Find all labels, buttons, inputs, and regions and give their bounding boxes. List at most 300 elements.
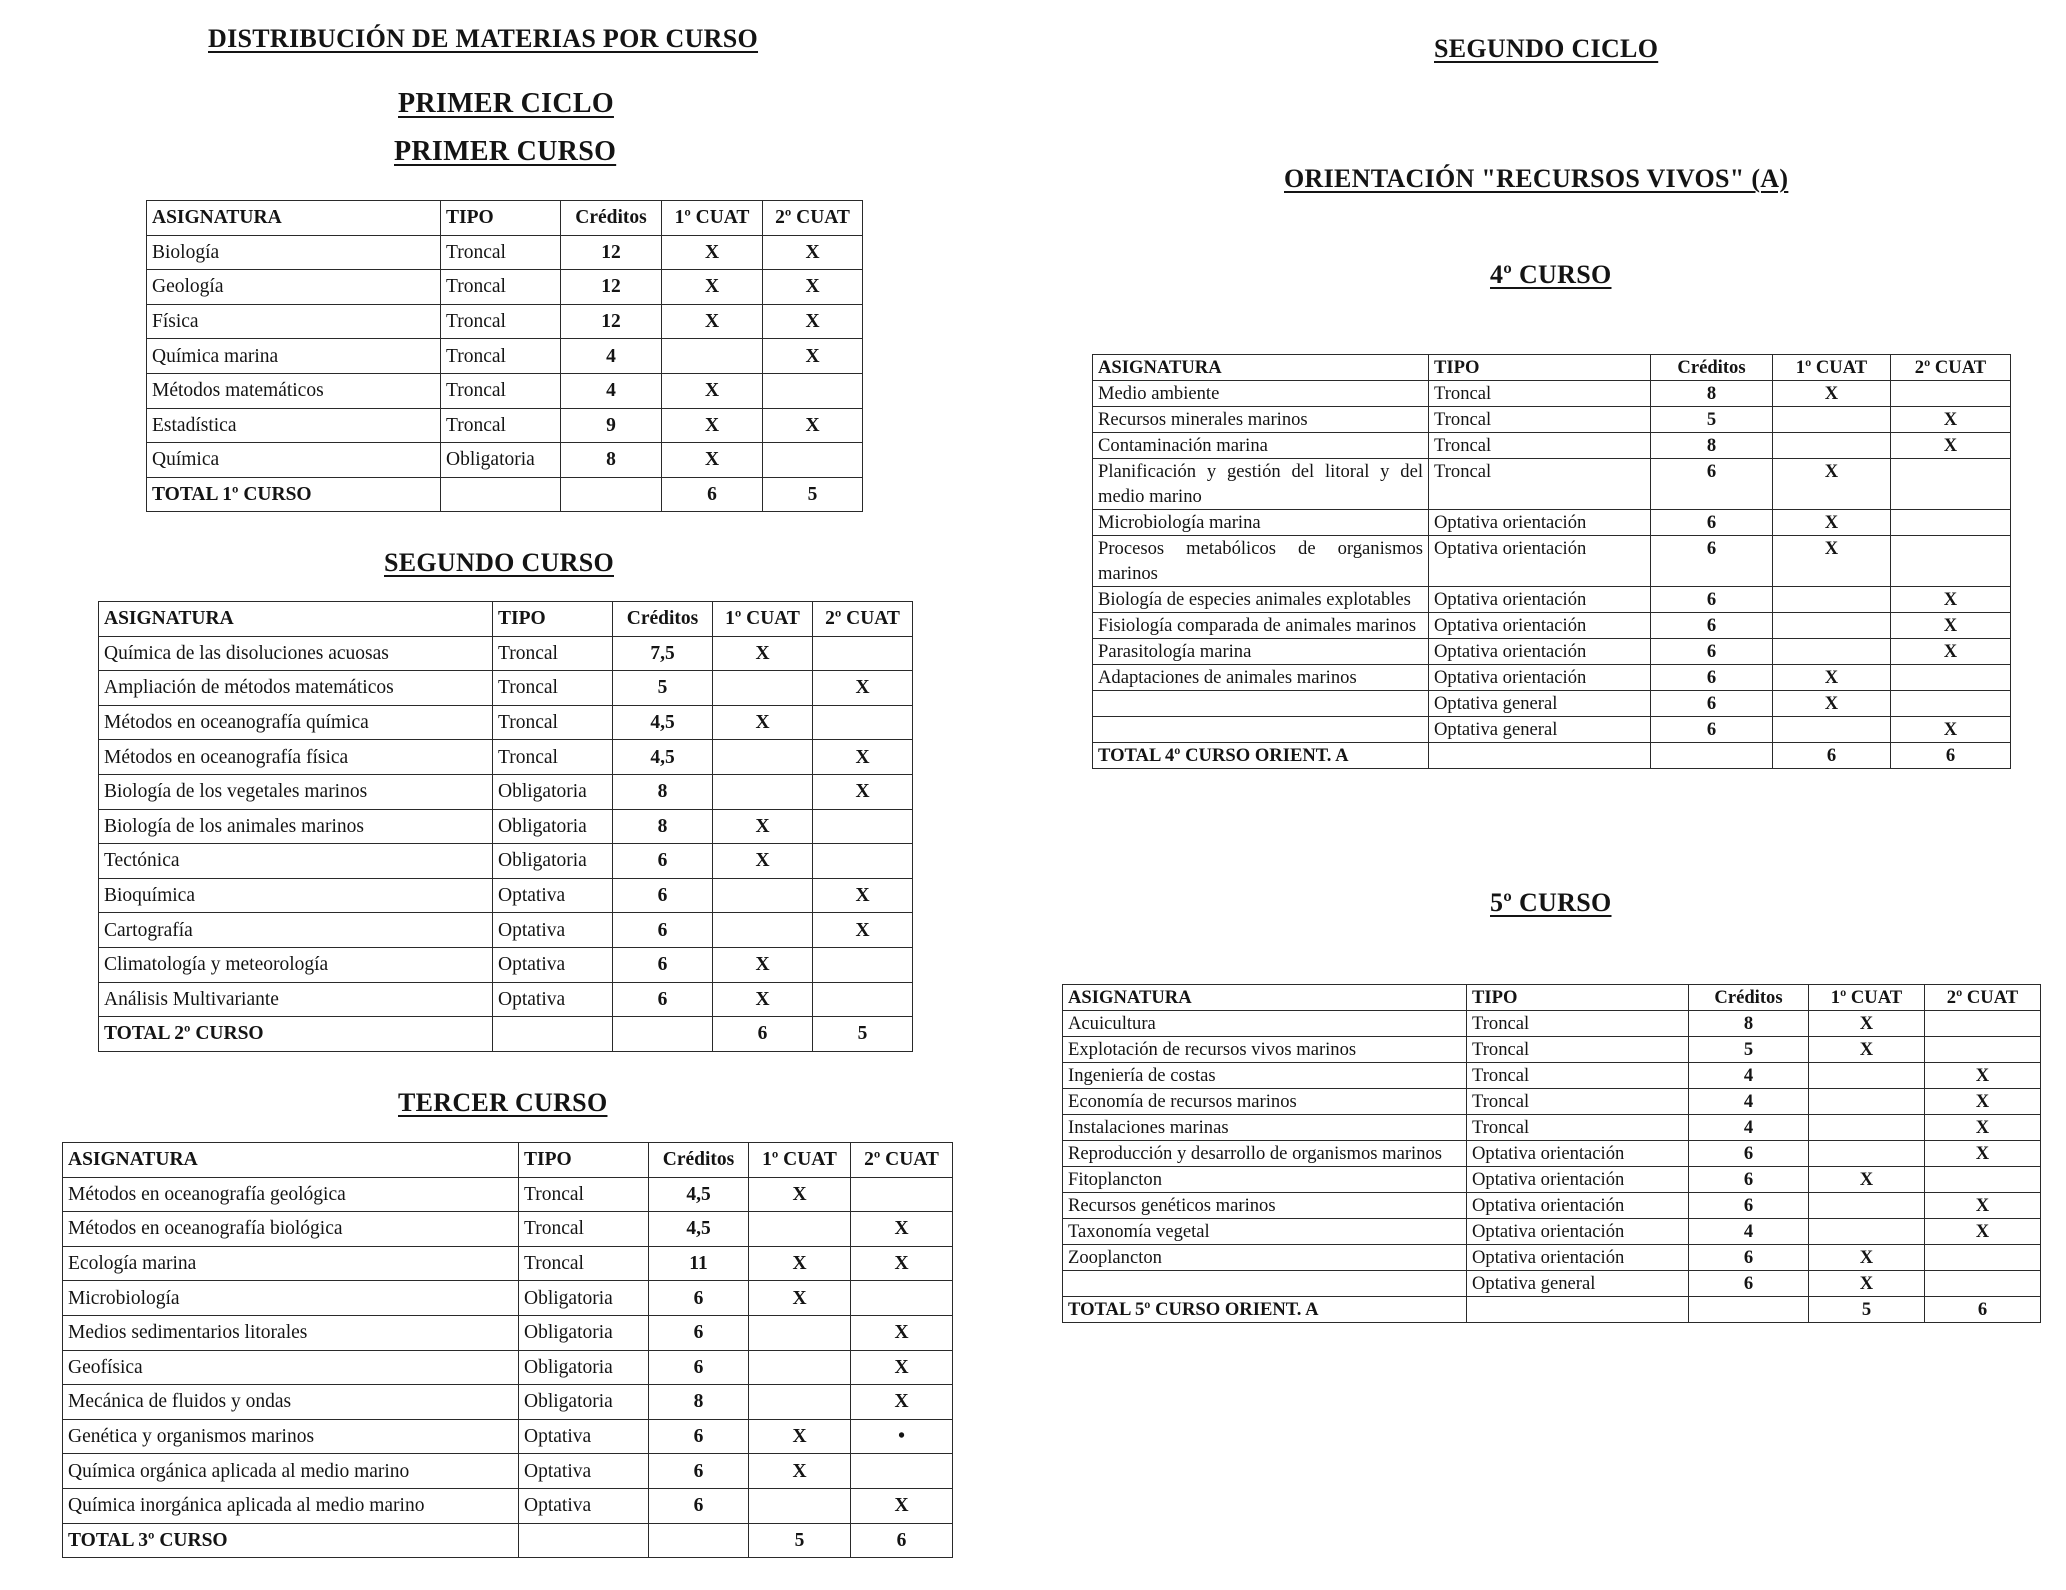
tipo-cell: Obligatoria <box>519 1385 649 1420</box>
table-row <box>1063 1037 2041 1063</box>
total-cuat1: 6 <box>1773 743 1891 769</box>
total-label: TOTAL 5º CURSO ORIENT. A <box>1063 1297 1467 1323</box>
cuat2-mark <box>813 705 913 740</box>
total-cuat2: 6 <box>1925 1297 2041 1323</box>
cuat1-mark: X <box>1809 1037 1925 1063</box>
table-row <box>63 1350 953 1385</box>
asignatura-cell: Fisiología comparada de animales marinos <box>1093 613 1429 639</box>
asignatura-cell: Medios sedimentarios litorales <box>63 1315 519 1350</box>
total-row <box>63 1523 953 1558</box>
cuat1-mark <box>1809 1141 1925 1167</box>
table-row <box>1093 381 2011 407</box>
table-row <box>1063 1089 2041 1115</box>
tipo-cell: Optativa <box>493 982 613 1017</box>
creditos-cell: 6 <box>613 913 713 948</box>
creditos-cell: 4,5 <box>613 705 713 740</box>
segundo-curso-table <box>98 601 913 1052</box>
empty-cell <box>613 1017 713 1052</box>
table-row <box>1063 1167 2041 1193</box>
table-row <box>1093 407 2011 433</box>
creditos-cell: 6 <box>1651 587 1773 613</box>
cuat1-mark <box>1773 613 1891 639</box>
cuat2-mark: X <box>1891 717 2011 743</box>
creditos-cell: 4 <box>561 339 662 374</box>
col-cuat2-header: 2º CUAT <box>1891 355 2011 381</box>
total-row <box>1063 1297 2041 1323</box>
total-label: TOTAL 4º CURSO ORIENT. A <box>1093 743 1429 769</box>
total-label: TOTAL 1º CURSO <box>147 477 441 512</box>
creditos-cell: 6 <box>613 982 713 1017</box>
table-row <box>1063 1271 2041 1297</box>
table-row <box>147 235 863 270</box>
header-row <box>147 201 863 236</box>
cuat1-mark: X <box>713 982 813 1017</box>
cuat1-mark <box>1773 587 1891 613</box>
cuat2-mark: X <box>813 774 913 809</box>
total-cuat1: 6 <box>713 1017 813 1052</box>
tipo-cell: Optativa general <box>1429 691 1651 717</box>
asignatura-cell: Biología de los vegetales marinos <box>99 774 493 809</box>
cuat2-mark: X <box>1925 1063 2041 1089</box>
table-row <box>99 705 913 740</box>
asignatura-cell: Instalaciones marinas <box>1063 1115 1467 1141</box>
empty-cell <box>561 477 662 512</box>
tipo-cell: Obligatoria <box>519 1350 649 1385</box>
empty-cell <box>649 1523 749 1558</box>
asignatura-cell: Métodos en oceanografía geológica <box>63 1177 519 1212</box>
tipo-cell: Troncal <box>441 235 561 270</box>
creditos-cell: 6 <box>649 1350 749 1385</box>
total-label: TOTAL 3º CURSO <box>63 1523 519 1558</box>
table-row <box>1093 639 2011 665</box>
tipo-cell: Troncal <box>441 373 561 408</box>
creditos-cell: 12 <box>561 270 662 305</box>
total-row <box>147 477 863 512</box>
tipo-cell: Troncal <box>1467 1115 1689 1141</box>
table-row <box>1063 1063 2041 1089</box>
cuat1-mark <box>713 774 813 809</box>
asignatura-cell: Taxonomía vegetal <box>1063 1219 1467 1245</box>
cuat2-mark: X <box>763 235 863 270</box>
cuat2-mark: X <box>763 304 863 339</box>
header-row <box>99 602 913 637</box>
cuat1-mark <box>749 1350 851 1385</box>
cuat2-mark <box>1925 1245 2041 1271</box>
asignatura-cell: Acuicultura <box>1063 1011 1467 1037</box>
cuat1-mark <box>1809 1219 1925 1245</box>
cuat2-mark: X <box>1925 1193 2041 1219</box>
asignatura-cell: Medio ambiente <box>1093 381 1429 407</box>
asignatura-cell: Química marina <box>147 339 441 374</box>
table-row <box>99 671 913 706</box>
creditos-cell: 6 <box>1689 1271 1809 1297</box>
table-row <box>147 270 863 305</box>
tipo-cell: Obligatoria <box>493 809 613 844</box>
cuat2-mark <box>1891 510 2011 536</box>
asignatura-cell: Bioquímica <box>99 878 493 913</box>
creditos-cell: 6 <box>649 1488 749 1523</box>
cuat2-mark: X <box>1925 1219 2041 1245</box>
tipo-cell: Optativa <box>493 947 613 982</box>
col-creditos-header: Créditos <box>1651 355 1773 381</box>
segundo-ciclo-heading: SEGUNDO CICLO <box>1434 34 1659 63</box>
creditos-cell: 6 <box>649 1281 749 1316</box>
asignatura-cell: Reproducción y desarrollo de organismos marinos <box>1063 1141 1467 1167</box>
orientacion-heading: ORIENTACIÓN "RECURSOS VIVOS" (A) <box>1284 164 1789 193</box>
asignatura-cell: Biología de especies animales explotables <box>1093 587 1429 613</box>
creditos-cell: 6 <box>613 844 713 879</box>
total-row <box>1093 743 2011 769</box>
cuat1-mark: X <box>713 636 813 671</box>
header-row <box>1063 985 2041 1011</box>
cuat1-mark <box>749 1212 851 1247</box>
creditos-cell: 6 <box>1651 459 1773 510</box>
cuat1-mark <box>1773 433 1891 459</box>
col-tipo-header: TIPO <box>519 1143 649 1178</box>
col-creditos-header: Créditos <box>1689 985 1809 1011</box>
asignatura-cell: Química orgánica aplicada al medio marino <box>63 1454 519 1489</box>
table-row <box>63 1488 953 1523</box>
tipo-cell: Troncal <box>1467 1011 1689 1037</box>
creditos-cell: 4 <box>1689 1089 1809 1115</box>
cuat1-mark <box>713 740 813 775</box>
tipo-cell: Optativa <box>519 1454 649 1489</box>
cuat2-mark <box>813 947 913 982</box>
table-row <box>1093 459 2011 510</box>
tipo-cell: Optativa general <box>1467 1271 1689 1297</box>
table-row <box>99 774 913 809</box>
creditos-cell: 8 <box>1651 381 1773 407</box>
tipo-cell: Optativa <box>493 913 613 948</box>
asignatura-cell <box>1093 691 1429 717</box>
tipo-cell: Optativa orientación <box>1467 1167 1689 1193</box>
tipo-cell: Troncal <box>493 636 613 671</box>
tipo-cell: Optativa orientación <box>1467 1245 1689 1271</box>
cuat1-mark <box>713 671 813 706</box>
empty-cell <box>1467 1297 1689 1323</box>
cuat2-mark: X <box>851 1488 953 1523</box>
table-row <box>1063 1011 2041 1037</box>
table-row <box>63 1454 953 1489</box>
table-row <box>1093 587 2011 613</box>
col-creditos-header: Créditos <box>561 201 662 236</box>
asignatura-cell: Geofísica <box>63 1350 519 1385</box>
cuat1-mark: X <box>662 304 763 339</box>
total-cuat1: 6 <box>662 477 763 512</box>
table-row <box>1063 1219 2041 1245</box>
asignatura-cell: Microbiología marina <box>1093 510 1429 536</box>
cuat2-mark <box>1925 1271 2041 1297</box>
asignatura-cell <box>1093 717 1429 743</box>
col-cuat1-header: 1º CUAT <box>713 602 813 637</box>
asignatura-cell: Planificación y gestión del litoral y del medio marino <box>1093 459 1429 510</box>
table-row <box>63 1177 953 1212</box>
tipo-cell: Optativa general <box>1429 717 1651 743</box>
cuat2-mark: X <box>1891 433 2011 459</box>
asignatura-cell <box>1063 1271 1467 1297</box>
col-tipo-header: TIPO <box>493 602 613 637</box>
tipo-cell: Optativa orientación <box>1467 1141 1689 1167</box>
asignatura-cell: Economía de recursos marinos <box>1063 1089 1467 1115</box>
cuat1-mark: X <box>713 844 813 879</box>
tipo-cell: Obligatoria <box>441 443 561 478</box>
cuat2-mark: X <box>1891 639 2011 665</box>
table-row <box>147 408 863 443</box>
total-cuat1: 5 <box>749 1523 851 1558</box>
creditos-cell: 7,5 <box>613 636 713 671</box>
quinto-curso-table <box>1062 984 2041 1323</box>
col-tipo-header: TIPO <box>441 201 561 236</box>
creditos-cell: 8 <box>613 774 713 809</box>
cuat2-mark: X <box>763 339 863 374</box>
cuat2-mark: X <box>1891 407 2011 433</box>
tipo-cell: Troncal <box>519 1212 649 1247</box>
cuat2-mark <box>1925 1167 2041 1193</box>
tipo-cell: Optativa <box>519 1419 649 1454</box>
asignatura-cell: Ampliación de métodos matemáticos <box>99 671 493 706</box>
creditos-cell: 6 <box>1651 536 1773 587</box>
cuat1-mark: X <box>1809 1271 1925 1297</box>
asignatura-cell: Física <box>147 304 441 339</box>
asignatura-cell: Ecología marina <box>63 1246 519 1281</box>
creditos-cell: 4 <box>1689 1115 1809 1141</box>
cuat2-mark <box>1891 665 2011 691</box>
creditos-cell: 6 <box>613 878 713 913</box>
table-row <box>1093 665 2011 691</box>
asignatura-cell: Recursos minerales marinos <box>1093 407 1429 433</box>
table-row <box>1093 433 2011 459</box>
col-cuat2-header: 2º CUAT <box>813 602 913 637</box>
cuat1-mark <box>1809 1089 1925 1115</box>
quinto-curso-heading: 5º CURSO <box>1490 888 1612 917</box>
asignatura-cell: Geología <box>147 270 441 305</box>
asignatura-cell: Fitoplancton <box>1063 1167 1467 1193</box>
tipo-cell: Troncal <box>1467 1037 1689 1063</box>
cuat1-mark: X <box>1773 665 1891 691</box>
tipo-cell: Obligatoria <box>493 774 613 809</box>
table-row <box>147 373 863 408</box>
creditos-cell: 8 <box>561 443 662 478</box>
creditos-cell: 8 <box>613 809 713 844</box>
col-asignatura-header: ASIGNATURA <box>1063 985 1467 1011</box>
cuat1-mark <box>713 878 813 913</box>
cuat1-mark <box>749 1488 851 1523</box>
cuat1-mark: X <box>1773 381 1891 407</box>
asignatura-cell: Tectónica <box>99 844 493 879</box>
cuat1-mark: X <box>1773 691 1891 717</box>
creditos-cell: 6 <box>649 1454 749 1489</box>
total-cuat2: 6 <box>851 1523 953 1558</box>
table-row <box>99 740 913 775</box>
table-row <box>63 1246 953 1281</box>
table-row <box>1063 1245 2041 1271</box>
cuarto-curso-table <box>1092 354 2011 769</box>
asignatura-cell: Explotación de recursos vivos marinos <box>1063 1037 1467 1063</box>
tipo-cell: Troncal <box>1429 381 1651 407</box>
creditos-cell: 6 <box>1689 1193 1809 1219</box>
cuat1-mark <box>1809 1115 1925 1141</box>
cuat1-mark: X <box>749 1281 851 1316</box>
cuat2-mark: X <box>813 878 913 913</box>
table-row <box>147 304 863 339</box>
cuat1-mark: X <box>1773 510 1891 536</box>
creditos-cell: 6 <box>1689 1245 1809 1271</box>
tipo-cell: Troncal <box>441 408 561 443</box>
table-row <box>99 844 913 879</box>
col-tipo-header: TIPO <box>1467 985 1689 1011</box>
empty-cell <box>441 477 561 512</box>
cuat2-mark: X <box>1925 1089 2041 1115</box>
tipo-cell: Optativa orientación <box>1467 1219 1689 1245</box>
table-row <box>1093 613 2011 639</box>
asignatura-cell: Química de las disoluciones acuosas <box>99 636 493 671</box>
creditos-cell: 6 <box>1651 665 1773 691</box>
cuat1-mark: X <box>662 270 763 305</box>
creditos-cell: 8 <box>1651 433 1773 459</box>
asignatura-cell: Contaminación marina <box>1093 433 1429 459</box>
cuat1-mark: X <box>662 443 763 478</box>
creditos-cell: 9 <box>561 408 662 443</box>
cuat1-mark <box>1809 1063 1925 1089</box>
total-cuat1: 5 <box>1809 1297 1925 1323</box>
cuat2-mark <box>1891 459 2011 510</box>
table-row <box>1093 717 2011 743</box>
asignatura-cell: Procesos metabólicos de organismos marinos <box>1093 536 1429 587</box>
cuat2-mark: X <box>851 1315 953 1350</box>
table-row <box>147 339 863 374</box>
tipo-cell: Troncal <box>493 671 613 706</box>
tipo-cell: Troncal <box>441 270 561 305</box>
creditos-cell: 6 <box>1651 691 1773 717</box>
header-row <box>1093 355 2011 381</box>
col-cuat2-header: 2º CUAT <box>851 1143 953 1178</box>
primer-curso-table <box>146 200 863 512</box>
primer-ciclo-heading: PRIMER CICLO <box>398 88 614 119</box>
tipo-cell: Obligatoria <box>493 844 613 879</box>
total-cuat2: 6 <box>1891 743 2011 769</box>
asignatura-cell: Ingeniería de costas <box>1063 1063 1467 1089</box>
segundo-curso-heading: SEGUNDO CURSO <box>384 548 614 577</box>
cuat2-mark: • <box>851 1419 953 1454</box>
cuat1-mark: X <box>662 235 763 270</box>
cuat1-mark: X <box>749 1246 851 1281</box>
col-asignatura-header: ASIGNATURA <box>1093 355 1429 381</box>
tipo-cell: Optativa <box>519 1488 649 1523</box>
cuat1-mark <box>662 339 763 374</box>
asignatura-cell: Biología <box>147 235 441 270</box>
col-asignatura-header: ASIGNATURA <box>63 1143 519 1178</box>
asignatura-cell: Estadística <box>147 408 441 443</box>
asignatura-cell: Microbiología <box>63 1281 519 1316</box>
asignatura-cell: Métodos matemáticos <box>147 373 441 408</box>
tipo-cell: Optativa orientación <box>1429 536 1651 587</box>
table-row <box>63 1419 953 1454</box>
creditos-cell: 6 <box>649 1315 749 1350</box>
cuat2-mark: X <box>763 408 863 443</box>
cuat1-mark: X <box>749 1419 851 1454</box>
creditos-cell: 4,5 <box>613 740 713 775</box>
table-row <box>99 809 913 844</box>
main-title: DISTRIBUCIÓN DE MATERIAS POR CURSO <box>208 24 759 53</box>
tipo-cell: Troncal <box>493 740 613 775</box>
tipo-cell: Optativa orientación <box>1429 665 1651 691</box>
col-cuat1-header: 1º CUAT <box>749 1143 851 1178</box>
cuat1-mark <box>1809 1193 1925 1219</box>
total-row <box>99 1017 913 1052</box>
cuat2-mark <box>851 1281 953 1316</box>
cuat1-mark: X <box>1809 1167 1925 1193</box>
cuat2-mark <box>813 809 913 844</box>
tipo-cell: Optativa orientación <box>1467 1193 1689 1219</box>
tipo-cell: Troncal <box>1429 459 1651 510</box>
tipo-cell: Troncal <box>519 1246 649 1281</box>
cuat1-mark: X <box>1773 536 1891 587</box>
col-cuat1-header: 1º CUAT <box>1773 355 1891 381</box>
cuat2-mark: X <box>851 1385 953 1420</box>
tipo-cell: Obligatoria <box>519 1281 649 1316</box>
creditos-cell: 4 <box>561 373 662 408</box>
table-row <box>1093 691 2011 717</box>
asignatura-cell: Recursos genéticos marinos <box>1063 1193 1467 1219</box>
cuat2-mark <box>851 1177 953 1212</box>
table-row <box>99 878 913 913</box>
tipo-cell: Troncal <box>1467 1063 1689 1089</box>
cuat1-mark <box>713 913 813 948</box>
table-row <box>99 913 913 948</box>
cuat2-mark: X <box>813 740 913 775</box>
tipo-cell: Troncal <box>519 1177 649 1212</box>
col-asignatura-header: ASIGNATURA <box>147 201 441 236</box>
creditos-cell: 12 <box>561 235 662 270</box>
cuat2-mark: X <box>763 270 863 305</box>
cuat2-mark: X <box>1925 1115 2041 1141</box>
cuat1-mark <box>1773 639 1891 665</box>
col-creditos-header: Créditos <box>613 602 713 637</box>
cuat1-mark: X <box>713 809 813 844</box>
cuat1-mark: X <box>662 373 763 408</box>
table-row <box>63 1385 953 1420</box>
table-row <box>99 947 913 982</box>
creditos-cell: 4,5 <box>649 1177 749 1212</box>
asignatura-cell: Métodos en oceanografía física <box>99 740 493 775</box>
asignatura-cell: Genética y organismos marinos <box>63 1419 519 1454</box>
empty-cell <box>1429 743 1651 769</box>
creditos-cell: 8 <box>1689 1011 1809 1037</box>
creditos-cell: 6 <box>1651 639 1773 665</box>
asignatura-cell: Química inorgánica aplicada al medio marino <box>63 1488 519 1523</box>
cuat2-mark <box>813 636 913 671</box>
creditos-cell: 12 <box>561 304 662 339</box>
asignatura-cell: Mecánica de fluidos y ondas <box>63 1385 519 1420</box>
tipo-cell: Troncal <box>441 304 561 339</box>
creditos-cell: 5 <box>1689 1037 1809 1063</box>
cuat1-mark: X <box>1773 459 1891 510</box>
cuat2-mark <box>1891 536 2011 587</box>
cuat2-mark <box>813 982 913 1017</box>
tipo-cell: Troncal <box>1429 407 1651 433</box>
col-cuat1-header: 1º CUAT <box>662 201 763 236</box>
cuat2-mark <box>813 844 913 879</box>
cuat1-mark: X <box>662 408 763 443</box>
cuat2-mark: X <box>851 1246 953 1281</box>
tipo-cell: Optativa orientación <box>1429 510 1651 536</box>
cuat2-mark: X <box>813 913 913 948</box>
table-row <box>63 1315 953 1350</box>
col-cuat2-header: 2º CUAT <box>763 201 863 236</box>
table-row <box>63 1281 953 1316</box>
table-row <box>1093 536 2011 587</box>
creditos-cell: 5 <box>1651 407 1773 433</box>
